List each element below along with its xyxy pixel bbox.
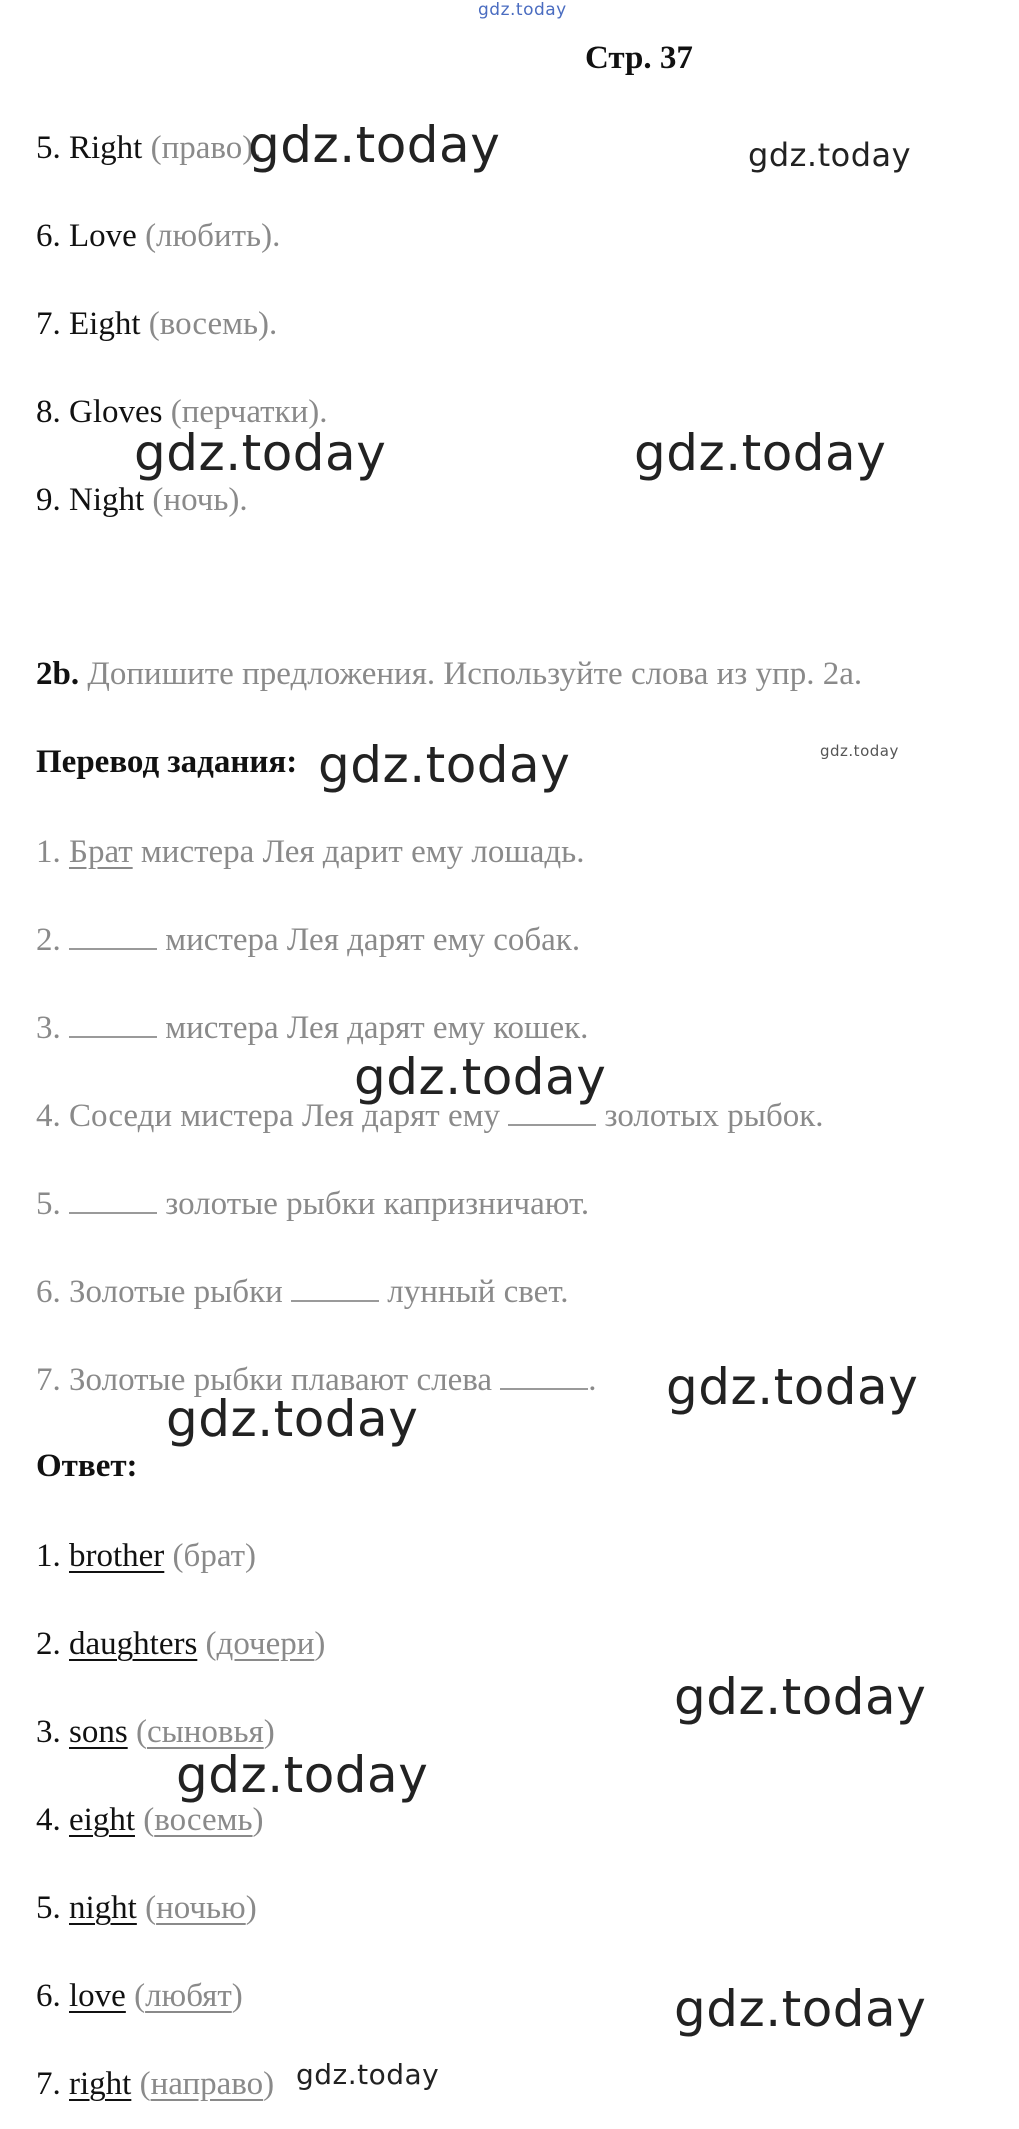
- answer-item: 5. night (ночью): [36, 1890, 257, 1926]
- watermark: gdz.today: [354, 1048, 607, 1106]
- answer-item: 4. eight (восемь): [36, 1802, 264, 1838]
- answer-item: 1. brother (брат): [36, 1538, 257, 1574]
- translation-item: 2. мистера Лея дарят ему собак.: [36, 922, 581, 958]
- answer-blank: [69, 1186, 157, 1214]
- watermark: gdz.today: [318, 736, 571, 794]
- watermark: gdz.today: [674, 1980, 927, 2038]
- watermark-top: gdz.today: [478, 0, 567, 20]
- translation-item: 1. Брат мистера Лея дарит ему лошадь.: [36, 834, 585, 870]
- vocab-item: 8. Gloves (перчатки).: [36, 394, 328, 430]
- watermark: gdz.today: [666, 1358, 919, 1416]
- task-text: Допишите предложения. Используйте слова из упр. 2а.: [87, 656, 863, 692]
- answer-blank: [69, 922, 157, 950]
- translation-item: 6. Золотые рыбки лунный свет.: [36, 1274, 569, 1310]
- answer-blank: [500, 1362, 588, 1390]
- answer-blank: [291, 1274, 379, 1302]
- watermark: gdz.today: [748, 136, 912, 174]
- watermark: gdz.today: [176, 1746, 429, 1804]
- vocab-item: 7. Eight (восемь).: [36, 306, 278, 342]
- translation-heading: Перевод задания:: [36, 744, 298, 780]
- answer-heading: Ответ:: [36, 1448, 138, 1484]
- watermark: gdz.today: [134, 424, 387, 482]
- answer-blank: [69, 1010, 157, 1038]
- watermark: gdz.today: [296, 2058, 440, 2091]
- answer-item: 3. sons (сыновья): [36, 1714, 275, 1750]
- page-title: Стр. 37: [585, 40, 693, 76]
- watermark: gdz.today: [674, 1668, 927, 1726]
- watermark: gdz.today: [166, 1390, 419, 1448]
- translation-item: 5. золотые рыбки капризничают.: [36, 1186, 590, 1222]
- watermark: gdz.today: [820, 742, 899, 760]
- vocab-item: 5. Right (право).: [36, 130, 262, 166]
- answer-item: 7. right (направо): [36, 2066, 275, 2102]
- vocab-item: 9. Night (ночь).: [36, 482, 248, 518]
- answer-item: 2. daughters (дочери): [36, 1626, 326, 1662]
- translation-item: 7. Золотые рыбки плавают слева .: [36, 1362, 597, 1398]
- translation-item: 3. мистера Лея дарят ему кошек.: [36, 1010, 589, 1046]
- translation-item: 4. Соседи мистера Лея дарят ему золотых рыбок.: [36, 1098, 824, 1134]
- watermark: gdz.today: [634, 424, 887, 482]
- vocab-item: 6. Love (любить).: [36, 218, 281, 254]
- task-label: 2b.: [36, 656, 80, 692]
- task-line: [36, 654, 862, 694]
- watermark: gdz.today: [248, 116, 501, 174]
- answer-item: 6. love (любят): [36, 1978, 243, 2014]
